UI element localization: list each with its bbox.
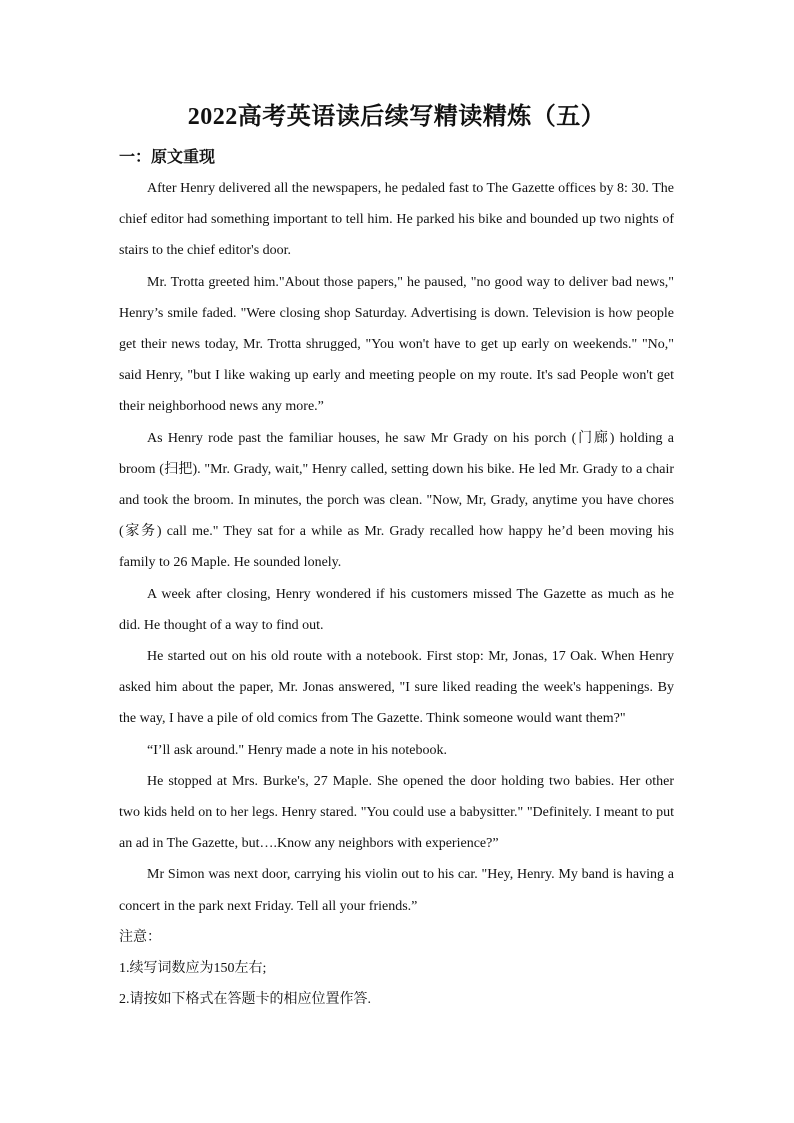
- paragraph-8: Mr Simon was next door, carrying his violin out to his car. "Hey, Henry. My band is having a concert in the park next Friday. Tell all your friends.”: [119, 867, 674, 914]
- document-title: 2022高考英语读后续写精读精炼（五）: [187, 104, 606, 130]
- document-page: [119, 100, 674, 1015]
- note-item-1: 1.续写词数应为150左右;: [119, 961, 267, 977]
- paragraph-3: As Henry rode past the familiar houses, he saw Mr Grady on his porch (门廊) holding a broom (扫把). "Mr. Grady, wait," Henry called, setting down his bike. He led Mr. Grady to a chair and took the broom. In minutes, the porch was clean. "Now, Mr, Grady, anytime you have chores (家务) call me." They sat for a while as Mr. Grady recalled how happy he’d been moving his family to 26 Maple. He sounded lonely.: [119, 430, 674, 571]
- paragraph-4: A week after closing, Henry wondered if his customers missed The Gazette as much as he did. He thought of a way to find out.: [119, 586, 674, 633]
- note-item-2: 2.请按如下格式在答题卡的相应位置作答.: [119, 992, 371, 1008]
- paragraph-5: He started out on his old route with a notebook. First stop: Mr, Jonas, 17 Oak. When Henry asked him about the paper, Mr. Jonas answered, "I sure liked reading the week's happenings. By the way, I have a pile of old comics from The Gazette. Think someone would want them?": [119, 649, 674, 727]
- paragraph-1: After Henry delivered all the newspapers, he pedaled fast to The Gazette offices by 8: 30. The chief editor had something important to tell him. He parked his bike and bounded up two nights of stairs to the chief editor's door.: [119, 181, 674, 259]
- paragraph-7: He stopped at Mrs. Burke's, 27 Maple. She opened the door holding two babies. Her other two kids held on to her legs. Henry stared. "You could use a babysitter." "Definitely. I meant to put an ad in The Gazette, but….Know any neighbors with experience?”: [119, 773, 674, 852]
- note-heading: 注意：: [119, 929, 161, 945]
- paragraph-2: Mr. Trotta greeted him."About those papers," he paused, "no good way to deliver bad news," Henry’s smile faded. "Were closing shop Saturday. Advertising is down. Television is how people get their news today, Mr. Trotta shrugged, "You won't have to get up early on weekends." "No," said Henry, "but I like waking up early and meeting people on my route. It's sad People won't get their neighborhood news any more.”: [119, 274, 674, 415]
- section-heading: 一：原文重现: [119, 149, 216, 166]
- paragraph-6: “I’ll ask around." Henry made a note in his notebook.: [147, 742, 448, 758]
